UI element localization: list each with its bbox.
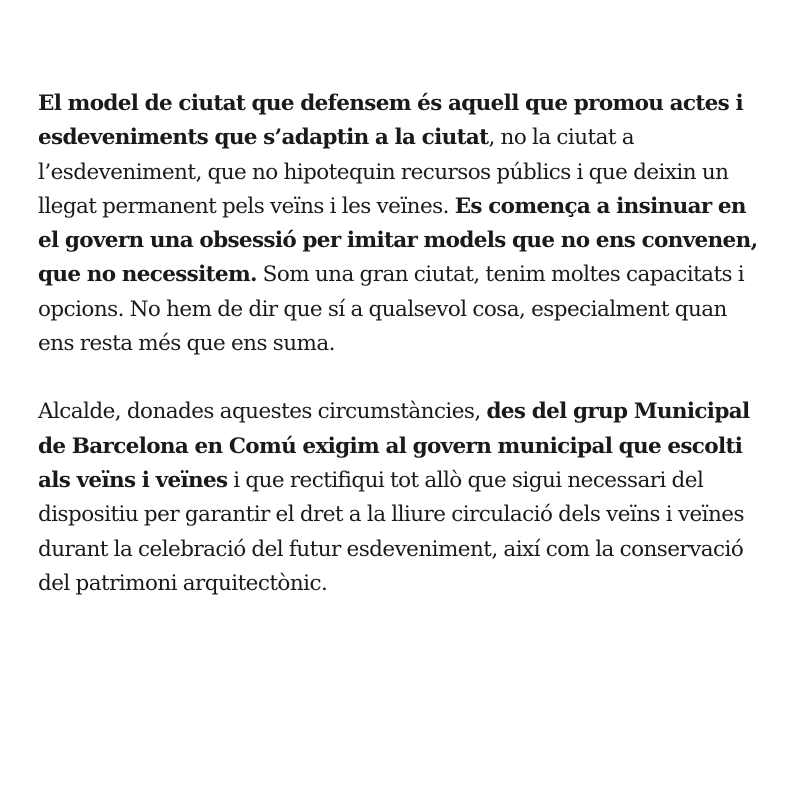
paragraph-2-bold-1: des del grup Municipal de Barcelona en Comú exigim al govern municipal que escolti als veïns i veïnes <box>38 399 750 493</box>
paragraph-1 <box>38 87 766 361</box>
paragraph-2-text-2: i que rectifiqui tot allò que sigui necessari del dispositiu per garantir el dret a la lliure circulació dels veïns i veïnes durant la celebració del futur esdeveniment, així com la conservació del patrimoni arquitectònic. <box>38 467 744 596</box>
paragraph-1-text-2: Som una gran ciutat, tenim moltes capacitats i opcions. No hem de dir que sí a qualsevol cosa, especialment quan ens resta més que ens suma. <box>38 262 745 357</box>
paragraph-1-text-1: , no la ciutat a l’esdeveniment, que no hipotequin recursos públics i que deixin un llegat permanent pels veïns i les veïnes. <box>38 125 729 219</box>
paragraph-1-bold-2: Es comença a insinuar en el govern una obsessió per imitar models que no ens convenen, que no necessitem. <box>38 193 758 288</box>
paragraph-2 <box>38 395 766 601</box>
document-body <box>38 87 766 601</box>
paragraph-1-bold-1: El model de ciutat que defensem és aquell que promou actes i esdeveniments que s’adaptin a la ciutat <box>38 91 743 151</box>
paragraph-2-text-1: Alcalde, donades aquestes circumstàncies, <box>38 399 487 425</box>
